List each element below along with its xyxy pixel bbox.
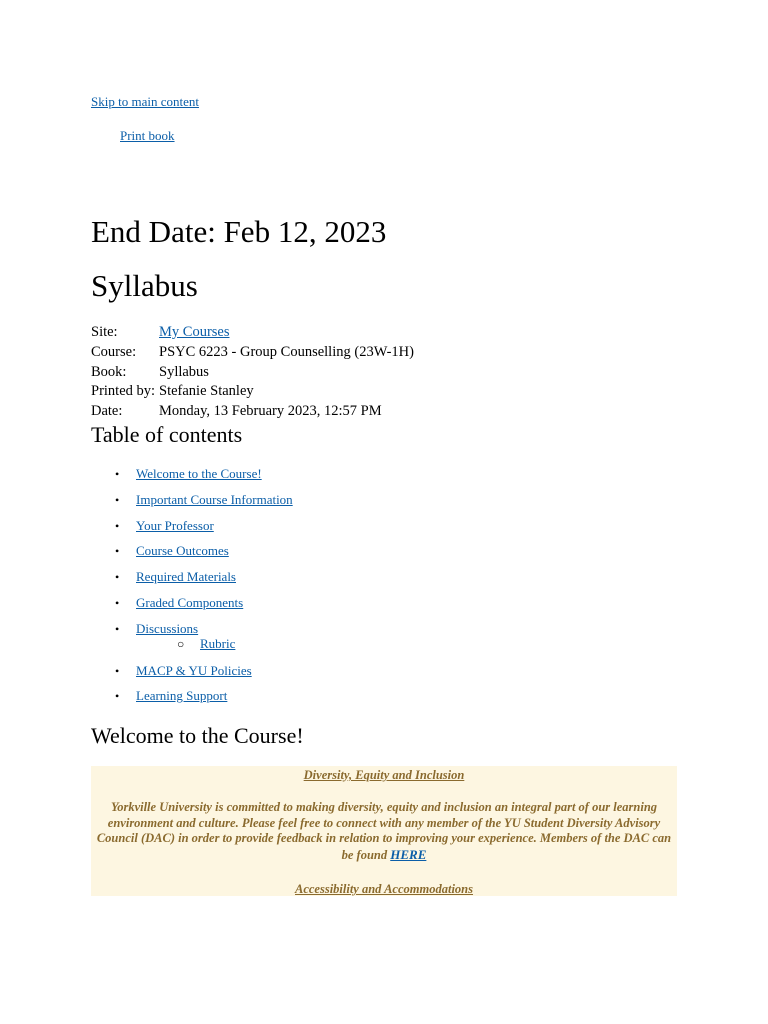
- my-courses-link[interactable]: My Courses: [159, 324, 230, 340]
- toc-link-rubric[interactable]: Rubric: [200, 635, 236, 651]
- bullet-icon: •: [115, 689, 120, 704]
- welcome-heading: Welcome to the Course!: [91, 723, 304, 748]
- toc-item: [115, 620, 293, 653]
- toc-item: [115, 569, 293, 585]
- dei-callout-box: [91, 766, 677, 896]
- toc-link-required-materials[interactable]: Required Materials: [136, 569, 236, 585]
- toc-link-important-info[interactable]: Important Course Information: [136, 491, 293, 507]
- toc-link-discussions[interactable]: Discussions: [136, 620, 199, 636]
- bullet-icon: •: [115, 492, 120, 507]
- callout-body: [91, 800, 677, 863]
- info-label: Book:: [91, 363, 127, 380]
- info-row-date: [91, 402, 414, 422]
- toc-link-course-outcomes[interactable]: Course Outcomes: [136, 543, 229, 559]
- info-label: Printed by:: [91, 383, 156, 400]
- bullet-icon: •: [115, 570, 120, 585]
- toc-link-graded-components[interactable]: Graded Components: [136, 594, 244, 610]
- toc-link-your-professor[interactable]: Your Professor: [136, 517, 214, 533]
- bullet-icon: •: [115, 663, 120, 678]
- end-date-heading: End Date: Feb 12, 2023: [91, 214, 387, 249]
- callout-title: Diversity, Equity and Inclusion: [303, 768, 465, 782]
- toc-item: [115, 594, 293, 611]
- info-value: Syllabus: [159, 363, 209, 380]
- toc-item: [115, 543, 293, 559]
- info-label: Date:: [91, 403, 123, 420]
- bullet-icon: •: [115, 467, 120, 481]
- toc-heading: Table of contents: [91, 422, 243, 447]
- book-info-table: [91, 323, 414, 422]
- dac-here-link[interactable]: HERE: [390, 846, 427, 862]
- bullet-icon: •: [115, 595, 120, 610]
- toc-link-policies[interactable]: MACP & YU Policies: [136, 662, 252, 678]
- bullet-icon: •: [115, 544, 120, 559]
- toc-link-welcome[interactable]: Welcome to the Course!: [136, 466, 262, 481]
- toc-link-learning-support[interactable]: Learning Support: [136, 688, 228, 704]
- toc-sub-list: [136, 636, 293, 652]
- info-row-course: [91, 343, 414, 363]
- toc-list: [115, 466, 293, 714]
- toc-item: [115, 491, 293, 508]
- toc-item: [115, 688, 293, 704]
- toc-item: [115, 517, 293, 534]
- bullet-icon: •: [115, 518, 120, 533]
- info-label: Course:: [91, 343, 137, 360]
- callout-body-text: Yorkville University is committed to making diversity, equity and inclusion an integral part of our learning environment and culture. Please feel free to connect with any member of the YU Student Diversity Advisory Council (DAC) in order to provide feedback in relation to improving your experience. Members of the DAC can be found: [96, 800, 672, 862]
- callout-title-accessibility: Accessibility and Accommodations: [294, 882, 473, 896]
- bullet-icon: •: [115, 621, 120, 636]
- info-value: Stefanie Stanley: [159, 383, 254, 400]
- skip-to-main-content-link[interactable]: Skip to main content: [91, 94, 199, 109]
- info-row-book: [91, 363, 414, 383]
- info-label: Site:: [91, 324, 118, 340]
- circle-bullet-icon: ○: [177, 636, 185, 651]
- toc-item: [115, 466, 293, 482]
- book-title: Syllabus: [91, 268, 198, 303]
- info-value: Monday, 13 February 2023, 12:57 PM: [159, 403, 382, 420]
- info-value: PSYC 6223 - Group Counselling (23W-1H): [159, 343, 414, 360]
- info-row-printed-by: [91, 382, 414, 402]
- toc-sub-item: [177, 635, 293, 652]
- toc-item: [115, 662, 293, 679]
- print-book-link[interactable]: Print book: [120, 128, 175, 143]
- info-row-site: [91, 323, 414, 343]
